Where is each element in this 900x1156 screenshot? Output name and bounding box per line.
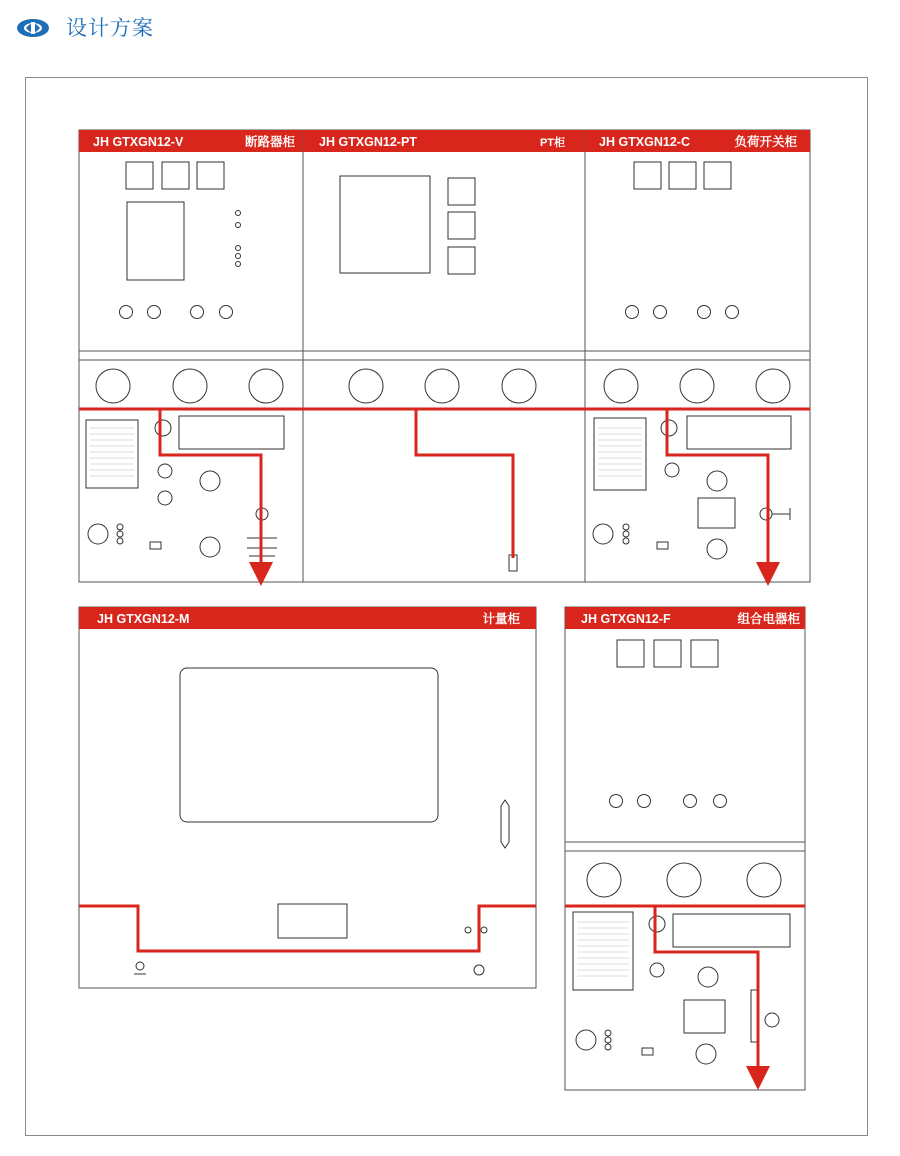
cabinet-f — [565, 607, 805, 1090]
cabinet-pt-name: PT柜 — [539, 137, 565, 149]
cabinet-v-model: JH GTXGN12-V — [93, 135, 184, 149]
cabinet-pt-model: JH GTXGN12-PT — [319, 135, 417, 149]
cabinet-pt — [303, 130, 585, 582]
cabinet-c-model: JH GTXGN12-C — [599, 135, 690, 149]
cabinet-f-model: JH GTXGN12-F — [581, 612, 671, 626]
cabinet-f-name: 组合电器柜 — [737, 612, 800, 626]
cabinet-m-model: JH GTXGN12-M — [97, 612, 190, 626]
cabinet-v — [79, 130, 303, 582]
cabinet-v-name: 断路器柜 — [244, 135, 295, 149]
cabinet-m — [79, 607, 536, 988]
page-title: 设计方案 — [66, 16, 154, 40]
cabinet-c-name: 负荷开关柜 — [734, 135, 797, 149]
cabinet-m-name: 计量柜 — [482, 612, 520, 626]
cabinet-c — [585, 130, 810, 582]
